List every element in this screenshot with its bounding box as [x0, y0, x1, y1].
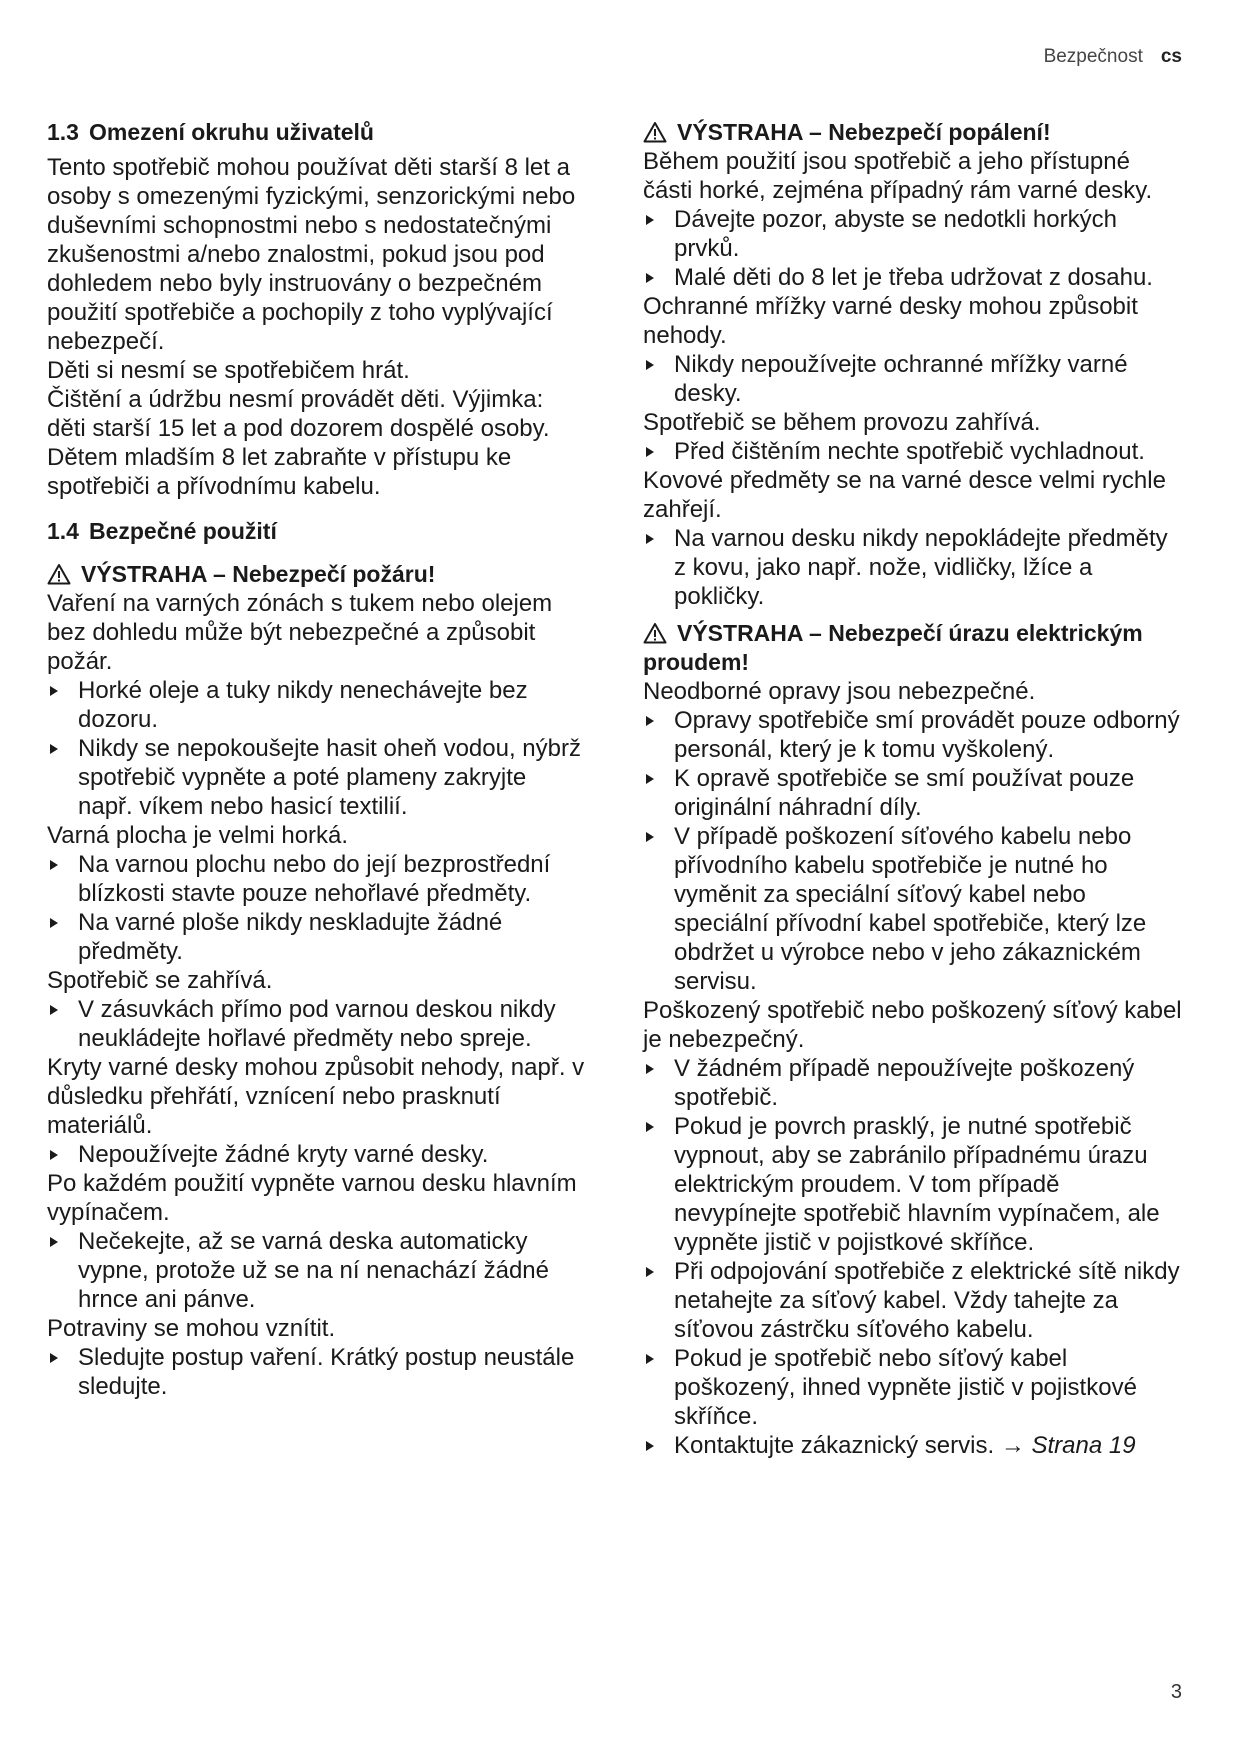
list-item: Nepoužívejte žádné kryty varné desky. [47, 1140, 587, 1169]
list-item: V zásuvkách přímo pod varnou deskou nikdy neukládejte hořlavé předměty nebo spreje. [47, 995, 587, 1053]
bullet-list [47, 1227, 587, 1314]
paragraph: Kovové předměty se na varné desce velmi rychle zahřejí. [643, 467, 1166, 523]
bullet-list [47, 1140, 587, 1169]
list-item [643, 1431, 1183, 1460]
bullet-list [643, 437, 1183, 466]
paragraph: Čištění a údržbu nesmí provádět děti. Výjimka: děti starší 15 let a pod dozorem dospělé osoby. [47, 386, 550, 442]
paragraph: Spotřebič se během provozu zahřívá. [643, 409, 1041, 436]
paragraph: Děti si nesmí se spotřebičem hrát. [47, 357, 410, 384]
list-item: V případě poškození síťového kabelu nebo přívodního kabelu spotřebiče je nutné ho vyměnit za speciální síťový kabel nebo speciální přívodní kabel spotřebiče, který lze obdržet u výrobce nebo v jeho zákaznickém servisu. [643, 822, 1183, 996]
list-item: Pokud je povrch prasklý, je nutné spotřebič vypnout, aby se zabránilo případnému úrazu elektrickým proudem. V tom případě nevypínejte spotřebič hlavním vypínačem, ale vypněte jistič v pojistkové skříňce. [643, 1112, 1183, 1257]
section-heading-1-4 [47, 517, 587, 546]
warning-heading-burn [643, 118, 1183, 147]
list-item: Horké oleje a tuky nikdy nenechávejte bez dozoru. [47, 676, 587, 734]
paragraph: Kryty varné desky mohou způsobit nehody, např. v důsledku přehřátí, vznícení nebo prasknutí materiálů. [47, 1054, 585, 1139]
warning-title: VÝSTRAHA – Nebezpečí požáru! [81, 561, 436, 587]
warning-heading-fire [47, 560, 587, 589]
list-item: Nečekejte, až se varná deska automaticky vypne, protože už se na ní nenachází žádné hrnce ani pánve. [47, 1227, 587, 1314]
warning-title: VÝSTRAHA – Nebezpečí úrazu elektrickým proudem! [643, 620, 1143, 675]
list-item: Malé děti do 8 let je třeba udržovat z dosahu. [643, 263, 1183, 292]
list-item: Na varné ploše nikdy neskladujte žádné předměty. [47, 908, 587, 966]
list-item: Nikdy se nepokoušejte hasit oheň vodou, nýbrž spotřebič vypněte a poté plameny zakryjte např. víkem nebo hasicí textilií. [47, 734, 587, 821]
bullet-list [47, 1343, 587, 1401]
section-title: Omezení okruhu uživatelů [88, 119, 374, 145]
paragraph: Varná plocha je velmi horká. [47, 822, 349, 849]
paragraph: Tento spotřebič mohou používat děti starší 8 let a osoby s omezenými fyzickými, senzorickými nebo duševními schopnostmi nebo s nedostatečnými zkušenostmi a/nebo znalostmi, pokud jsou pod dohledem nebo byly instruovány o bezpečném použití spotřebiče a pochopily z toho vyplývající nebezpečí. [47, 154, 576, 355]
warning-title: VÝSTRAHA – Nebezpečí popálení! [677, 119, 1051, 145]
bullet-list [643, 205, 1183, 292]
list-item: Na varnou desku nikdy nepokládejte předměty z kovu, jako např. nože, vidličky, lžíce a pokličky. [643, 524, 1183, 611]
list-item: Před čištěním nechte spotřebič vychladnout. [643, 437, 1183, 466]
bullet-list [47, 850, 587, 966]
page-reference-link[interactable]: Strana 19 [1031, 1432, 1136, 1459]
list-item: Sledujte postup vaření. Krátký postup neustále sledujte. [47, 1343, 587, 1401]
warning-triangle-icon [643, 121, 667, 143]
bullet-list [643, 350, 1183, 408]
arrow-icon: → [1000, 1432, 1025, 1459]
section-number: 1.4 [47, 518, 79, 544]
page-number: 3 [1170, 1681, 1182, 1703]
right-column [643, 118, 1183, 1460]
list-item: Nikdy nepoužívejte ochranné mřížky varné desky. [643, 350, 1183, 408]
left-column [47, 118, 587, 1401]
paragraph: Spotřebič se zahřívá. [47, 967, 273, 994]
warning-triangle-icon [643, 622, 667, 644]
paragraph: Vaření na varných zónách s tukem nebo olejem bez dohledu může být nebezpečné a způsobit požár. [47, 590, 553, 675]
list-item: K opravě spotřebiče se smí používat pouze originální náhradní díly. [643, 764, 1183, 822]
section-title: Bezpečné použití [88, 518, 277, 544]
bullet-list [643, 706, 1183, 996]
paragraph: Během použití jsou spotřebič a jeho přístupné části horké, zejména případný rám varné desky. [643, 148, 1153, 204]
bullet-list [47, 676, 587, 821]
running-header [1044, 46, 1182, 68]
warning-heading-electric [643, 619, 1183, 677]
list-item-text: Kontaktujte zákaznický servis. [674, 1432, 995, 1459]
list-item: Opravy spotřebiče smí provádět pouze odborný personál, který je k tomu vyškolený. [643, 706, 1183, 764]
section-heading-1-3 [47, 118, 587, 147]
warning-triangle-icon [47, 563, 71, 585]
paragraph: Dětem mladším 8 let zabraňte v přístupu ke spotřebiči a přívodnímu kabelu. [47, 444, 512, 500]
paragraph: Poškozený spotřebič nebo poškozený síťový kabel je nebezpečný. [643, 997, 1182, 1053]
header-language: cs [1160, 46, 1182, 67]
bullet-list [643, 1054, 1183, 1460]
list-item: Dávejte pozor, abyste se nedotkli horkých prvků. [643, 205, 1183, 263]
list-item: Při odpojování spotřebiče z elektrické sítě nikdy netahejte za síťový kabel. Vždy tahejte za síťovou zástrčku síťového kabelu. [643, 1257, 1183, 1344]
paragraph: Ochranné mřížky varné desky mohou způsobit nehody. [643, 293, 1138, 349]
bullet-list [643, 524, 1183, 611]
section-number: 1.3 [47, 119, 79, 145]
paragraph: Po každém použití vypněte varnou desku hlavním vypínačem. [47, 1170, 577, 1226]
list-item: Pokud je spotřebič nebo síťový kabel poškozený, ihned vypněte jistič v pojistkové skříňce. [643, 1344, 1183, 1431]
header-section: Bezpečnost [1043, 46, 1143, 67]
paragraph: Potraviny se mohou vznítit. [47, 1315, 336, 1342]
bullet-list [47, 995, 587, 1053]
paragraph: Neodborné opravy jsou nebezpečné. [643, 678, 1036, 705]
list-item: Na varnou plochu nebo do její bezprostřední blízkosti stavte pouze nehořlavé předměty. [47, 850, 587, 908]
list-item: V žádném případě nepoužívejte poškozený spotřebič. [643, 1054, 1183, 1112]
